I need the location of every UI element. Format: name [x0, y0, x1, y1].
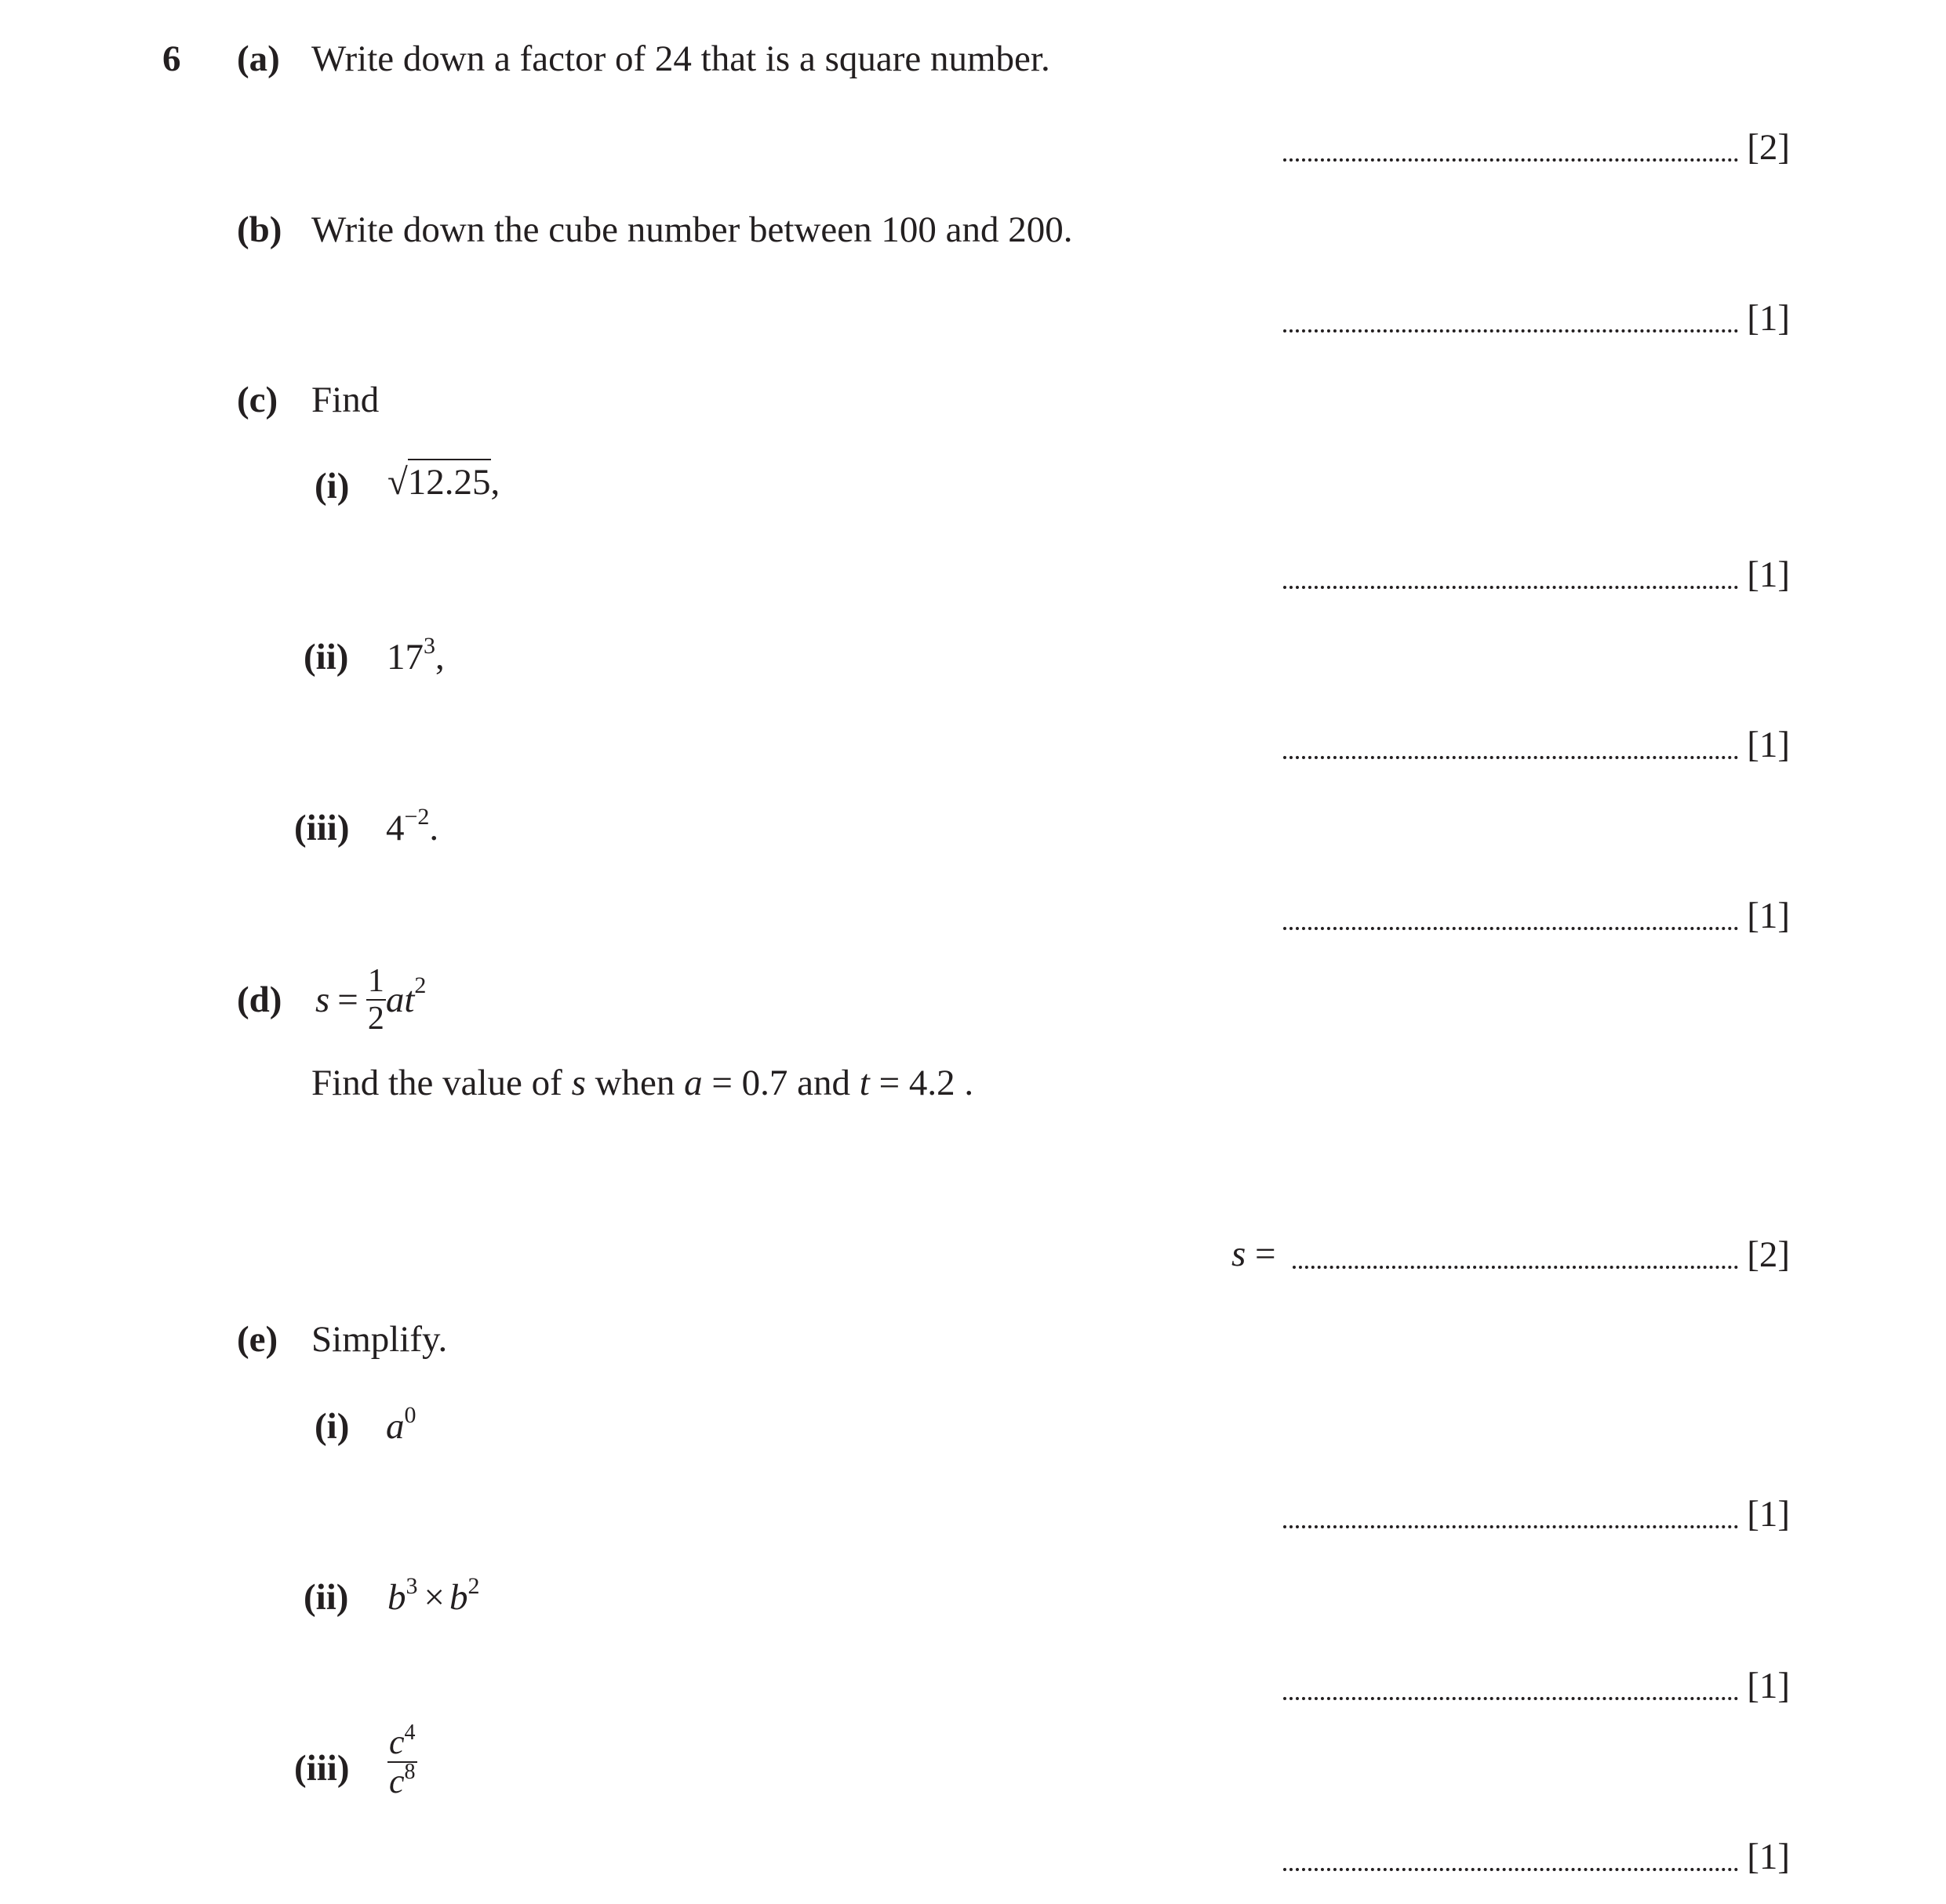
text-t-value: = 4.2 . [869, 1063, 974, 1103]
exponent: 0 [404, 1402, 416, 1428]
answer-line-e-i[interactable] [1283, 1494, 1790, 1533]
part-c-iii-label: (iii) [294, 808, 350, 848]
answer-dots [1283, 329, 1738, 332]
part-d-text [311, 1065, 973, 1102]
part-c-iii-expr [386, 804, 439, 848]
part-c-i-suffix: , [490, 462, 500, 503]
part-e-label: (e) [237, 1319, 278, 1360]
marks-e-i: [1] [1747, 1494, 1790, 1535]
exponent: −2 [404, 804, 430, 830]
part-e-ii-expr [387, 1573, 480, 1618]
answer-line-c-iii[interactable] [1283, 896, 1790, 935]
answer-dots [1283, 1868, 1738, 1871]
part-c-label: (c) [237, 380, 278, 420]
text-a-value: = 0.7 and [702, 1063, 860, 1103]
var-t: t [859, 1063, 870, 1103]
text-when: when [585, 1063, 685, 1103]
equals: = [337, 979, 358, 1020]
part-a-text: Write down a factor of 24 that is a square number. [311, 38, 1050, 79]
answer-dots [1283, 756, 1738, 759]
var-a: a [385, 979, 405, 1020]
fraction-half [366, 965, 386, 1035]
part-d-label: (d) [237, 979, 282, 1020]
answer-line-c-ii[interactable] [1283, 725, 1790, 764]
var-s: s [315, 979, 330, 1020]
part-c-ii-label: (ii) [304, 637, 349, 678]
part-e-text: Simplify. [311, 1319, 448, 1360]
var-b: b [387, 1577, 406, 1618]
var-c: c [389, 1762, 405, 1800]
answer-dots [1283, 1525, 1738, 1528]
suffix: . [429, 808, 439, 848]
base: 17 [387, 637, 424, 678]
sqrt-icon: √ [387, 462, 408, 503]
answer-line-d[interactable] [1293, 1234, 1790, 1274]
exponent: 8 [404, 1760, 416, 1784]
var-b: b [449, 1577, 468, 1618]
marks-e-ii: [1] [1747, 1666, 1790, 1706]
exponent: 3 [406, 1573, 418, 1599]
part-e-ii-label: (ii) [304, 1577, 349, 1618]
marks-c-iii: [1] [1747, 896, 1790, 936]
part-b-label: (b) [237, 209, 282, 250]
answer-dots [1283, 1697, 1738, 1700]
radicand: 12.25 [408, 459, 491, 503]
fraction-numerator [387, 1721, 417, 1763]
answer-prefix-d [1231, 1236, 1276, 1273]
suffix: , [435, 637, 445, 678]
part-c-i-expr [387, 464, 500, 501]
answer-dots [1283, 586, 1738, 589]
exponent: 3 [424, 633, 435, 659]
base: 4 [386, 808, 405, 848]
var-s: s [571, 1063, 586, 1103]
marks-c-i: [1] [1747, 554, 1790, 595]
marks-c-ii: [1] [1747, 725, 1790, 765]
part-e-i-expr [386, 1402, 416, 1447]
var-s: s [1231, 1234, 1246, 1274]
answer-line-c-i[interactable] [1283, 554, 1790, 594]
var-a: a [684, 1063, 703, 1103]
marks-d: [2] [1747, 1234, 1790, 1275]
answer-line-e-iii[interactable] [1283, 1837, 1790, 1876]
part-e-i-label: (i) [315, 1406, 350, 1447]
part-e-iii-label: (iii) [294, 1748, 350, 1789]
times-operator: × [424, 1577, 446, 1618]
question-number: 6 [162, 38, 181, 79]
exponent: 2 [414, 972, 427, 998]
fraction-denominator [387, 1760, 417, 1800]
var-c: c [389, 1723, 405, 1761]
part-a-label: (a) [237, 38, 280, 79]
part-d-formula [315, 957, 426, 1043]
fraction-denominator: 2 [367, 1001, 384, 1037]
answer-dots [1293, 1266, 1738, 1269]
answer-dots [1283, 158, 1738, 162]
answer-dots [1283, 927, 1738, 930]
part-c-i-label: (i) [315, 466, 350, 507]
marks-b: [1] [1747, 298, 1790, 339]
fraction [387, 1721, 417, 1800]
fraction-numerator: 1 [367, 963, 384, 999]
exponent: 4 [404, 1721, 416, 1745]
exponent: 2 [467, 1573, 480, 1599]
answer-line-e-ii[interactable] [1283, 1666, 1790, 1705]
answer-line-b[interactable] [1283, 298, 1790, 337]
part-e-iii-expr [387, 1721, 417, 1800]
equals: = [1246, 1234, 1276, 1274]
var-t: t [404, 979, 415, 1020]
var-a: a [386, 1406, 405, 1447]
marks-a: [2] [1747, 127, 1790, 168]
text-pre: Find the value of [311, 1063, 572, 1103]
part-b-text: Write down the cube number between 100 and 200. [311, 209, 1073, 250]
marks-e-iii: [1] [1747, 1837, 1790, 1877]
answer-line-a[interactable] [1283, 127, 1790, 166]
part-c-ii-expr [387, 633, 445, 678]
part-c-text: Find [311, 380, 380, 420]
